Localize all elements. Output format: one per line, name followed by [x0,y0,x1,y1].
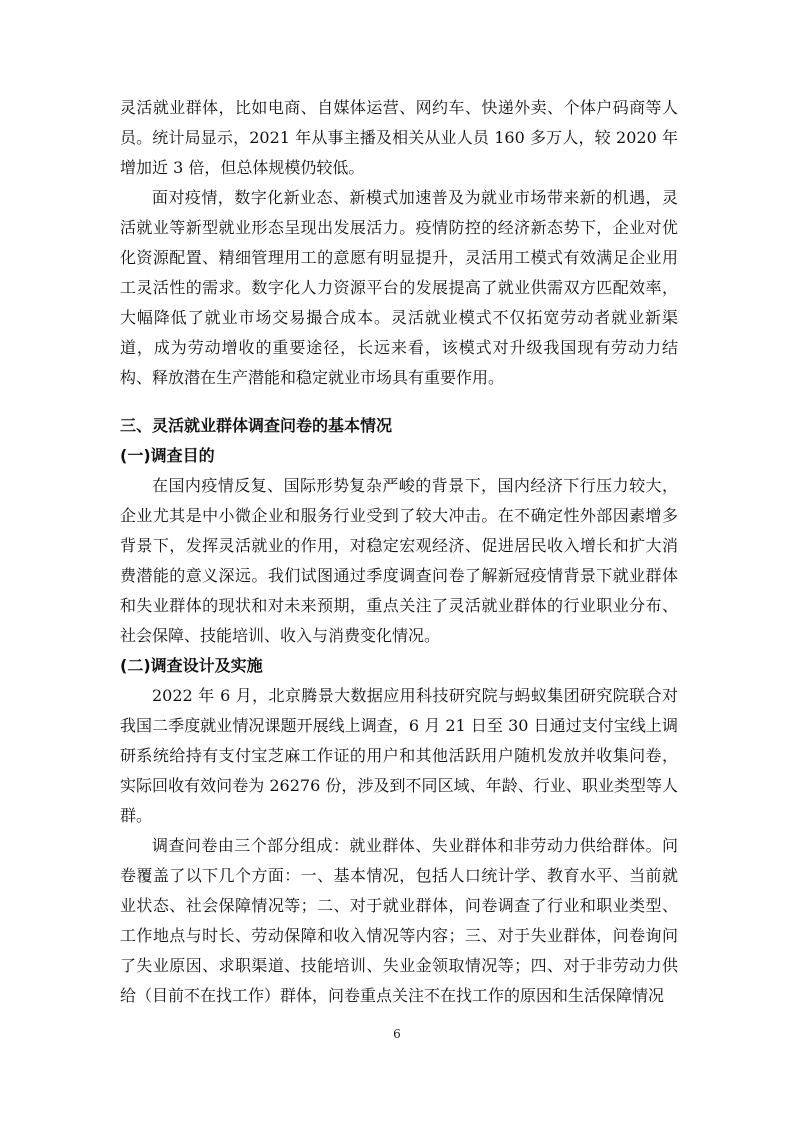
paragraph-digital-employment: 面对疫情，数字化新业态、新模式加速普及为就业市场带来新的机遇，灵活就业等新型就业形态呈现出发展活力。疫情防控的经济新态势下，企业对优化资源配置、精细管理用工的意愿有明显提升，灵活用工模式有效满足企业用工灵活性的需求。数字化人力资源平台的发展提高了就业供需双方匹配效率，大幅降低了就业市场交易撮合成本。灵活就业模式不仅拓宽劳动者就业新渠道，成为劳动增收的重要途径，长远来看，该模式对升级我国现有劳动力结构、释放潜在生产潜能和稳定就业市场具有重要作用。 [120,188,678,387]
subsection-heading-design: (二)调查设计及实施 [120,656,263,675]
paragraph-survey-purpose: 在国内疫情反复、国际形势复杂严峻的背景下，国内经济下行压力较大，企业尤其是中小微企业和服务行业受到了较大冲击。在不确定性外部因素增多背景下，发挥灵活就业的作用，对稳定宏观经济、促进居民收入增长和扩大消费潜能的意义深远。我们试图通过季度调查问卷了解新冠疫情背景下就业群体和失业群体的现状和对未来预期，重点关注了灵活就业群体的行业职业分布、社会保障、技能培训、收入与消费变化情况。 [120,476,678,645]
paragraph-survey-structure: 调查问卷由三个部分组成：就业群体、失业群体和非劳动力供给群体。问卷覆盖了以下几个方面：一、基本情况，包括人口统计学、教育水平、当前就业状态、社会保障情况等；二、对于就业群体，问卷调查了行业和职业类型、工作地点与时长、劳动保障和收入情况等内容；三、对于失业群体，问卷询问了失业原因、求职渠道、技能培训、失业金领取情况等；四、对于非劳动力供给（目前不在找工作）群体，问卷重点关注不在找工作的原因和生活保障情况 [120,836,678,1005]
page-number: 6 [393,1027,401,1041]
section-heading: 三、灵活就业群体调查问卷的基本情况 [120,416,393,435]
paragraph-survey-implementation: 2022 年 6 月，北京腾景大数据应用科技研究院与蚂蚁集团研究院联合对我国二季度就业情况课题开展线上调查，6 月 21 日至 30 日通过支付宝线上调研系统给持有支付宝芝麻工作证的用户和其他活跃用户随机发放并收集问卷，实际回收有效问卷为 26276 份，涉及到不同区域、年龄、行业、职业类型等人群。 [120,686,678,825]
subsection-heading-purpose: (一)调查目的 [120,446,215,465]
paragraph-continued: 灵活就业群体，比如电商、自媒体运营、网约车、快递外卖、个体户码商等人员。统计局显示，2021 年从事主播及相关从业人员 160 多万人，较 2020 年增加近 3 倍，但总体规模仍较低。 [120,98,678,177]
document-page [120,93,678,1011]
